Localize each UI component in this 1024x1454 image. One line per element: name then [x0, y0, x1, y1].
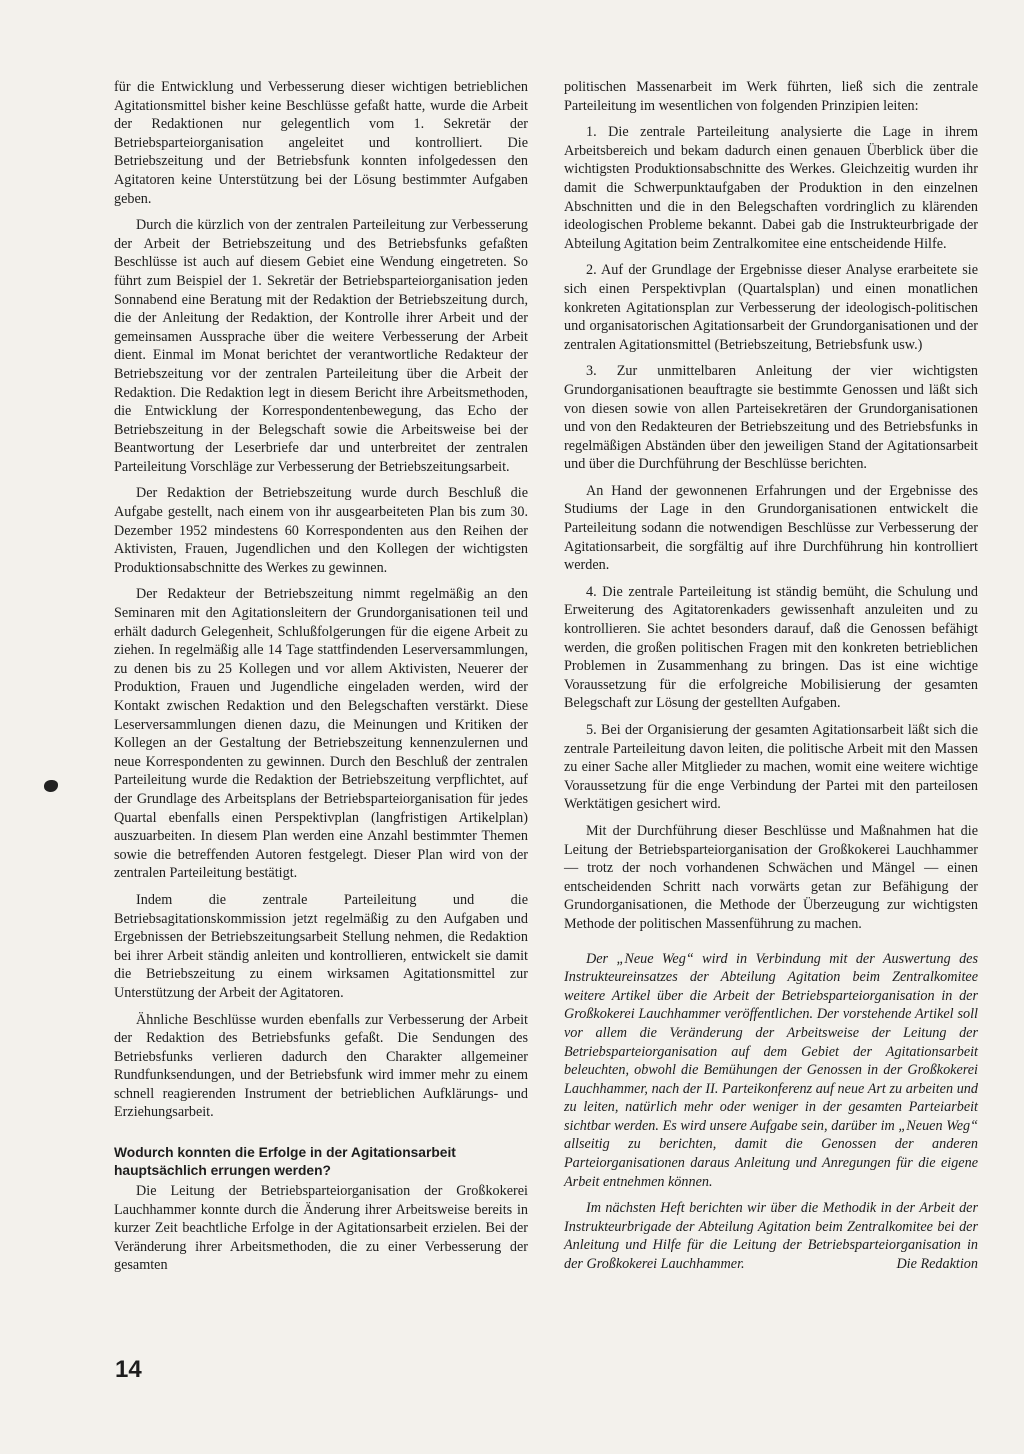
page-number: 14	[115, 1356, 142, 1383]
paragraph: Mit der Durchführung dieser Beschlüsse und Maßnahmen hat die Leitung der Betriebsparteiorganisation der Großkokerei Lauchhammer — trotz der noch vorhandenen Schwächen und Mängel — einen entscheidenden Schritt nach vorwärts getan zur Befähigung der Grundorganisationen, die Methode der Überzeugung zur wichtigsten Methode der politischen Massenführung zu machen.	[564, 822, 978, 932]
next-issue-text: Im nächsten Heft berichten wir über die Methodik in der Arbeit der Instrukteurbrigade der Abteilung Agitation beim Zentralkomitee bei der Anleitung und Hilfe für die Leitung der Betriebsparteiorganisation in der Großkokerei Lauchhammer.	[564, 1200, 978, 1273]
paragraph: 5. Bei der Organisierung der gesamten Agitationsarbeit läßt sich die zentrale Parteileitung davon leiten, die politische Arbeit mit den Massen zu einer Sache aller Mitglieder zu machen, womit eine weitere wichtige Voraussetzung für die enge Verbindung der Partei mit den parteilosen Werktätigen gesichert wird.	[564, 722, 978, 813]
editorial-notes	[564, 950, 978, 1274]
paragraph: Indem die zentrale Parteileitung und die Betriebsagitationskommission jetzt regelmäßig zu den Aufgaben und Ergebnissen der Betriebszeitungsarbeit Stellung nehmen, die Redaktion bei ihrer Arbeit ständig anleiten und kontrollieren, entwickelt sie damit die Betriebszeitung zu einem wirksamen Agitationsmittel zur Unterstützung der Arbeit der Agitatoren.	[114, 891, 528, 1001]
paragraph: Durch die kürzlich von der zentralen Parteileitung zur Verbesserung der Arbeit der Betriebszeitung und des Betriebsfunks gefaßten Beschlüsse ist auch auf diesem Gebiet eine Wendung eingetreten. So führt zum Beispiel der 1. Sekretär der Betriebsparteiorganisation jeden Sonnabend eine Beratung mit der Redaktion der Betriebszeitung durch, die der Anleitung der Redaktion, der Kontrolle ihrer Arbeit und der gemeinsamen Aussprache über die weitere Verbesserung der Arbeit dient. Einmal im Monat berichtet der verantwortliche Redakteur der Betriebszeitung vor der zentralen Parteileitung über die Arbeit der Redaktion. Die Redaktion legt in diesem Bericht ihre Arbeitsmethoden, die Entwicklung der Korrespondentenbewegung, das Echo der Betriebszeitung in der Belegschaft sowie die Arbeitsweise bei der Beantwortung der Leserbriefe dar und unterbreitet der zentralen Parteileitung Vorschläge zur Verbesserung der Betriebszeitungsarbeit.	[114, 217, 528, 475]
paragraph: für die Entwicklung und Verbesserung dieser wichtigen betrieblichen Agitationsmittel bisher keine Beschlüsse gefaßt hatte, wurde die Arbeit der Redaktionen nur gelegentlich vom 1. Sekretär der Betriebsparteiorganisation angeleitet und kontrolliert. Die Betriebszeitung und der Betriebsfunk konnten infolgedessen den Agitatoren keine Unterstützung bei der Lösung bestimmter Aufgaben geben.	[114, 79, 528, 207]
paragraph: Der Redaktion der Betriebszeitung wurde durch Beschluß die Aufgabe gestellt, nach einem von ihr ausgearbeiteten Plan bis zum 30. Dezember 1952 mindestens 60 Korrespondenten aus den Reihen der Aktivisten, Frauen, Jugendlichen und den Kollegen der wichtigsten Produktionsabschnitte des Werkes zu gewinnen.	[114, 485, 528, 576]
paragraph: 3. Zur unmittelbaren Anleitung der vier wichtigsten Grundorganisationen beauftragte sie bestimmte Genossen und läßt sich von diesen sowie von allen Parteisekretären der Grundorganisationen und von den Redakteuren der Betriebszeitung und des Betriebsfunks in regelmäßigen Abständen über den jeweiligen Stand der Agitationsarbeit und über die Durchführung der Beschlüsse berichten.	[564, 363, 978, 473]
paragraph: Der Redakteur der Betriebszeitung nimmt regelmäßig an den Seminaren mit den Agitationsleitern der Grundorganisationen teil und erhält dadurch Gelegenheit, Schlußfolgerungen für die eigene Arbeit zu ziehen. In regelmäßig alle 14 Tage stattfindenden Leserversammlungen, zu denen bis zu 25 Kollegen und vor allem Aktivisten, Neuerer der Produktion, Frauen und Jugendliche eingeladen werden, wird der Kontakt zwischen Redaktion und den Belegschaften verstärkt. Diese Leserversammlungen dienen dazu, die Meinungen und Kritiken der Kollegen an der Gestaltung der Betriebszeitung kennenzulernen und neue Korrespondenten zu gewinnen. Durch den Beschluß der zentralen Parteileitung wurde die Redaktion der Betriebszeitung verpflichtet, auf der Grundlage des Arbeitsplans der Betriebsparteiorganisation für jedes Quartal ebenfalls einen Perspektivplan (langfristigen Artikelplan) auszuarbeiten. In diesem Plan werden eine Anzahl bestimmter Themen sowie die betreffenden Autoren festgelegt. Dieser Plan wird von der zentralen Parteileitung bestätigt.	[114, 586, 528, 882]
next-issue-note	[564, 1199, 978, 1273]
editorial-note: Der „Neue Weg“ wird in Verbindung mit der Auswertung des Instrukteureinsatzes der Abteilung Agitation beim Zentralkomitee weitere Artikel über die Arbeit der Betriebsparteiorganisation in der Großkokerei Lauchhammer veröffentlichen. Der vorstehende Artikel soll vor allem die Veränderung der Arbeitsweise der Leitung der Betriebsparteiorganisation auf dem Gebiet der Agitationsarbeit beleuchten, obwohl die Bemühungen der Genossen in der Großkokerei Lauchhammer, nach der II. Parteikonferenz auf neue Art zu arbeiten und zu leiten, natürlich mehr oder weniger in der gesamten Parteiarbeit sichtbar werden. Es wird unsere Aufgabe sein, darüber im „Neuen Weg“ allseitig zu berichten, damit die Genossen der anderen Parteiorganisationen daraus Anleitung und Anregungen für die eigene Arbeit entnehmen können.	[564, 950, 978, 1190]
paragraph: Ähnliche Beschlüsse wurden ebenfalls zur Verbesserung der Arbeit der Redaktion des Betriebsfunks gefaßt. Die Sendungen des Betriebsfunks verlieren dadurch den Charakter allgemeiner Rundfunksendungen, und der Betriebsfunk wird immer mehr zu einem schnell reagierenden Instrument der betrieblichen Aufklärungs- und Erziehungsarbeit.	[114, 1011, 528, 1121]
left-column	[114, 78, 528, 1283]
paragraph: An Hand der gewonnenen Erfahrungen und der Ergebnisse des Studiums der Lage in den Grundorganisationen entwickelt die Parteileitung sodann die notwendigen Beschlüsse zur Verbesserung der Agitationsarbeit, die sorgfältig auf ihre Durchführung hin kontrolliert werden.	[564, 482, 978, 574]
paragraph: 4. Die zentrale Parteileitung ist ständig bemüht, die Schulung und Erweiterung des Agitatorenkaders gewissenhaft anzuleiten und zu kontrollieren. Sie achtet besonders darauf, daß die Genossen befähigt werden, die großen politischen Fragen mit den konkreten betrieblichen Problemen in Zusammenhang zu bringen. Das ist eine wichtige Voraussetzung für die erfolgreiche Mobilisierung der gesamten Belegschaft zur Lösung der gestellten Aufgaben.	[564, 583, 978, 712]
article-page	[114, 78, 986, 1418]
ink-blot	[44, 780, 58, 792]
right-column	[564, 78, 978, 1282]
signature: Die Redaktion	[896, 1256, 978, 1273]
paragraph: Die Leitung der Betriebsparteiorganisation der Großkokerei Lauchhammer konnte durch die Änderung ihrer Arbeitsweise bereits in kurzer Zeit beachtliche Erfolge in der Agitationsarbeit erzielen. Bei der Veränderung ihrer Arbeitsmethoden, die zu einer Verbesserung der gesamten	[114, 1183, 528, 1274]
section-heading: Wodurch konnten die Erfolge in der Agitationsarbeit hauptsächlich errungen werden?	[114, 1145, 456, 1179]
paragraph: politischen Massenarbeit im Werk führten, ließ sich die zentrale Parteileitung im wesentlichen von folgenden Prinzipien leiten:	[564, 79, 978, 114]
paragraph: 2. Auf der Grundlage der Ergebnisse dieser Analyse erarbeitete sie sich einen Perspektivplan (Quartalsplan) und einen monatlichen konkreten Agitationsplan zur Verbesserung der ideologisch-politischen und organisatorischen Agitationsarbeit der Grundorganisationen und der zentralen Agitationsmittel (Betriebszeitung, Betriebsfunk usw.)	[564, 262, 978, 353]
paragraph: 1. Die zentrale Parteileitung analysierte die Lage in ihrem Arbeitsbereich und bekam dadurch einen genauen Überblick über die wichtigsten Produktionsabschnitte des Werkes. Gleichzeitig wurden ihr damit die Schwerpunktaufgaben der Produktion in den einzelnen Abschnitten und die in den Belegschaften vordringlich zu klärenden ideologischen Probleme bekannt. Dabei gab die Instrukteurbrigade der Abteilung Agitation beim Zentralkomitee eine entscheidende Hilfe.	[564, 124, 978, 252]
